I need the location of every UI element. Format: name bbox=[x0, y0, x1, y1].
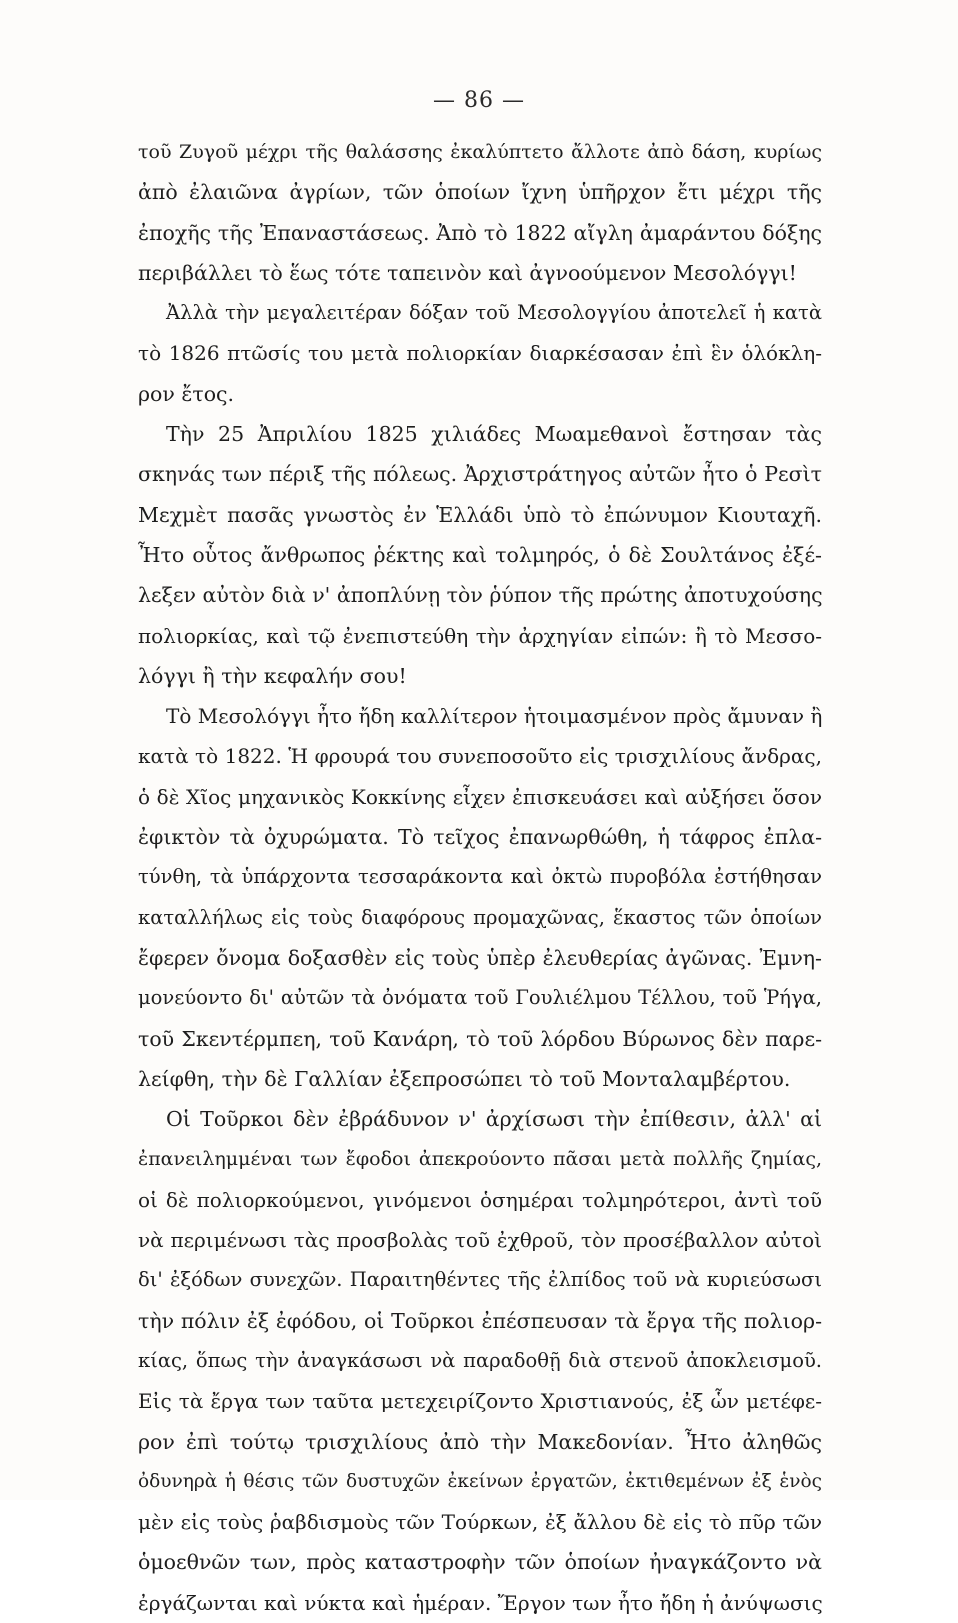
text-line: ὁμοεθνῶν των, πρὸς καταστροφὴν τῶν ὁποίων ἠναγκάζοντο νὰ bbox=[138, 1550, 822, 1575]
text-line: τοῦ Ζυγοῦ μέχρι τῆς θαλάσσης ἐκαλύπτετο ἄλλοτε ἀπὸ δάση, κυρίως bbox=[138, 141, 822, 163]
text-line: ἐργάζωνται καὶ νύκτα καὶ ἡμέραν. Ἔργον των ἦτο ἤδη ἡ ἀνύψωσις bbox=[138, 1590, 823, 1615]
text-line: τὴν πόλιν ἐξ ἐφόδου, οἱ Τοῦρκοι ἐπέσπευσαν τὰ ἔργα τῆς πολιορ- bbox=[138, 1308, 822, 1333]
text-line: μονεύοντο δι' αὐτῶν τὰ ὀνόματα τοῦ Γουλιέλμου Τέλλου, τοῦ Ῥήγα, bbox=[138, 986, 822, 1010]
text-line: Ἀλλὰ τὴν μεγαλειτέραν δόξαν τοῦ Μεσολογγίου ἀποτελεῖ ἡ κατὰ bbox=[166, 301, 822, 325]
text-line: κατὰ τὸ 1822. Ἡ φρουρά του συνεποσοῦτο εἰς τρισχιλίους ἄνδρας, bbox=[138, 744, 822, 769]
text-line: Μεχμὲτ πασᾶς γνωστὸς ἐν Ἑλλάδι ὑπὸ τὸ ἐπώνυμον Κιουταχῆ. bbox=[138, 502, 822, 527]
text-line: Οἱ Τοῦρκοι δὲν ἐβράδυνον ν' ἀρχίσωσι τὴν ἐπίθεσιν, ἀλλ' αἱ bbox=[166, 1107, 822, 1132]
text-line: ρον ἔτος. bbox=[138, 381, 235, 406]
text-line: τοῦ Σκεντέρμπεη, τοῦ Κανάρη, τὸ τοῦ λόρδου Βύρωνος δὲν παρε- bbox=[138, 1026, 822, 1051]
text-line: δι' ἐξόδων συνεχῶν. Παραιτηθέντες τῆς ἐλπίδος τοῦ νὰ κυριεύσωσι bbox=[138, 1268, 822, 1292]
text-line: ἐφικτὸν τὰ ὀχυρώματα. Τὸ τεῖχος ἐπανωρθώθη, ἡ τάφρος ἐπλα- bbox=[138, 825, 822, 850]
text-line: τύνθη, τὰ ὑπάρχοντα τεσσαράκοντα καὶ ὀκτὼ πυροβόλα ἐστήθησαν bbox=[138, 865, 822, 889]
page-number: — 86 — bbox=[433, 88, 525, 113]
text-line: Ἦτο οὗτος ἄνθρωπος ῥέκτης καὶ τολμηρός, ὁ δὲ Σουλτάνος ἐξέ- bbox=[138, 542, 822, 567]
text-line: ἐποχῆς τῆς Ἐπαναστάσεως. Ἀπὸ τὸ 1822 αἴγλη ἀμαράντου δόξης bbox=[138, 220, 822, 245]
text-line: ὀδυνηρὰ ἡ θέσις τῶν δυστυχῶν ἐκείνων ἐργατῶν, ἐκτιθεμένων ἐξ ἑνὸς bbox=[138, 1470, 822, 1492]
text-line: λεξεν αὐτὸν διὰ ν' ἀποπλύνῃ τὸν ῥύπον τῆς πρώτης ἀποτυχούσης bbox=[138, 583, 823, 608]
text-line: οἱ δὲ πολιορκούμενοι, γινόμενοι ὁσημέραι τολμηρότεροι, ἀντὶ τοῦ bbox=[138, 1187, 822, 1212]
text-line: ἔφερεν ὄνομα δοξασθὲν εἰς τοὺς ὑπὲρ ἐλευθερίας ἀγῶνας. Ἐμνη- bbox=[138, 945, 822, 970]
text-line: ἐπανειλημμέναι των ἔφοδοι ἀπεκρούοντο πᾶσαι μετὰ πολλῆς ζημίας, bbox=[138, 1148, 822, 1171]
text-line: λόγγι ἢ τὴν κεφαλήν σου! bbox=[138, 663, 407, 688]
text-line: μὲν εἰς τοὺς ῥαβδισμοὺς τῶν Τούρκων, ἐξ ἄλλου δὲ εἰς τὸ πῦρ τῶν bbox=[138, 1510, 822, 1535]
text-line: περιβάλλει τὸ ἕως τότε ταπεινὸν καὶ ἀγνοούμενον Μεσολόγγι! bbox=[138, 260, 797, 285]
text-line: τὸ 1826 πτῶσίς του μετὰ πολιορκίαν διαρκέσασαν ἐπὶ ἓν ὁλόκλη- bbox=[138, 341, 822, 366]
text-line: Τὸ Μεσολόγγι ἦτο ἤδη καλλίτερον ἡτοιμασμένον πρὸς ἄμυναν ἢ bbox=[166, 704, 823, 729]
text-line: Τὴν 25 Ἀπριλίου 1825 χιλιάδες Μωαμεθανοὶ ἔστησαν τὰς bbox=[166, 422, 822, 447]
text-line: ὁ δὲ Χῖος μηχανικὸς Κοκκίνης εἶχεν ἐπισκευάσει καὶ αὐξήσει ὅσον bbox=[138, 784, 822, 809]
text-line: πολιορκίας, καὶ τῷ ἐνεπιστεύθη τὴν ἀρχηγίαν εἰπών: ἢ τὸ Μεσσο- bbox=[138, 623, 822, 648]
text-body bbox=[138, 132, 822, 1623]
text-line: ρον ἐπὶ τούτῳ τρισχιλίους ἀπὸ τὴν Μακεδονίαν. Ἦτο ἀληθῶς bbox=[138, 1429, 822, 1454]
text-line: κίας, ὅπως τὴν ἀναγκάσωσι νὰ παραδοθῇ διὰ στενοῦ ἀποκλεισμοῦ. bbox=[138, 1348, 822, 1372]
text-line: Εἰς τὰ ἔργα των ταῦτα μετεχειρίζοντο Χριστιανούς, ἐξ ὧν μετέφε- bbox=[138, 1389, 822, 1414]
text-line: ἀπὸ ἐλαιῶνα ἀγρίων, τῶν ὁποίων ἴχνη ὑπῆρχον ἔτι μέχρι τῆς bbox=[138, 180, 822, 205]
text-line: νὰ περιμένωσι τὰς προσβολὰς τοῦ ἐχθροῦ, τὸν προσέβαλλον αὐτοὶ bbox=[138, 1228, 822, 1253]
text-line: καταλλήλως εἰς τοὺς διαφόρους προμαχῶνας, ἕκαστος τῶν ὁποίων bbox=[138, 905, 822, 929]
text-line: λείφθη, τὴν δὲ Γαλλίαν ἐξεπροσώπει τὸ τοῦ Μονταλαμβέρτου. bbox=[138, 1066, 791, 1091]
text-line: σκηνάς των πέριξ τῆς πόλεως. Ἀρχιστράτηγος αὐτῶν ἦτο ὁ Ρεσὶτ bbox=[138, 462, 822, 487]
